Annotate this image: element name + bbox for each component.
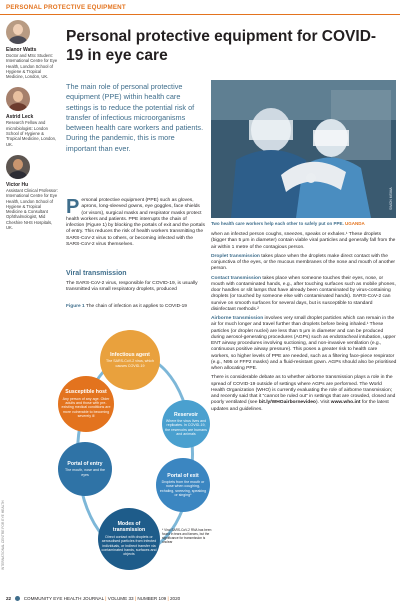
airborne-paragraph: Airborne transmission involves very small droplet particles which can remain in the air for much longer and travel further than droplets before being inhaled.¹ These particles (or droplet nuclei) are less than 5 μm in diameter and can be produced during aerosol-generating procedures (AGPs) such as endotracheal intubation, upper ENT airway procedures involving suctioning, and non-invasive ventilation (e.g., continuous positive airway pressure). This poses a greater risk to health care workers, so higher levels of PPE are needed, such as a filtering face-piece respirator (e.g., N95 or FFP2 masks) and a fluid-resistant gown. AGPs should also be prioritised when allocating PPE.: [211, 316, 397, 371]
node-portal-of-exit: Portal of exit Droplets from the mouth or nose when coughing, exhaling, sneezing, speaking or singing*: [156, 458, 210, 512]
ppe-photo-illustration: [211, 80, 396, 218]
chain-of-infection-figure: [58, 312, 212, 582]
journal-name: COMMUNITY EYE HEALTH JOURNAL: [23, 596, 105, 601]
node-susceptible-host: Susceptible host Any person of any age. Older adults and those with pre-existing medical conditions are more vulnerable to becoming severely ill: [58, 376, 114, 432]
ppe-photo: [211, 80, 396, 218]
page-number: 22: [6, 596, 12, 601]
section-header: [0, 0, 400, 16]
viral-body: The SARS-CoV-2 virus, responsible for COVID-19, is usually transmitted via small respiratory droplets, produced: [66, 281, 198, 293]
who-video-link[interactable]: bit.ly/WHOairbornevideo: [258, 400, 316, 406]
journal-number: NUMBER 109: [137, 596, 167, 601]
author-sidebar: [6, 20, 58, 238]
node-modes-of-transmission: Modes of transmission Direct contact with droplets or aerosolised particles from infected individuals, or indirect transfer via contaminated hands, surfaces and objects: [98, 508, 160, 570]
node-reservoir: Reservoir Where the virus lives and replicates. In COVID-19, the reservoirs are humans and animals: [162, 400, 210, 448]
header-rule: [0, 14, 400, 15]
journal-year: 2020: [169, 596, 181, 601]
intro-paragraph: [66, 198, 206, 248]
article-lede: The main role of personal protective equipment (PPE) within health care settings is to reduce the potential risk of transfer of infectious microorganisms between health care workers and patients. During the pandemic, this is more important than ever.: [66, 82, 204, 153]
author-name: Elanor Watts: [6, 47, 37, 53]
author-role: Research Fellow and microbiologist: London School of Hygiene & Tropical Medicine, London, UK.: [6, 120, 57, 147]
debate-paragraph: There is considerable debate as to whether airborne transmission plays a role in the spread of COVID-19 outside of settings where AGPs are performed. The World Health Organization (WHO) is currently evaluating the role of airborne transmission; and recently said that it “cannot be ruled out” in settings that are crowded, closed and poorly ventilated (see bit.ly/WHOairbornevideo). Visit www.who.int for the latest updates and guidelines.: [211, 375, 396, 412]
photo-credit: UGANDA: [344, 221, 365, 226]
right-column: [211, 232, 397, 416]
figure-footnote: * Viral SARS-CoV-2 RNA has been found in tears and faeces, but the significance for transmission is unclear: [162, 528, 212, 544]
author-card: [6, 155, 58, 230]
article-title: Personal protective equipment for COVID-19 in eye care: [66, 28, 377, 64]
author-photo: [6, 87, 30, 111]
author-photo: [6, 20, 30, 44]
intro-text: ersonal protective equipment (PPE) such as gloves, aprons, long-sleeved gowns, eye goggles, face shields (or visors), surgical masks and respirator masks protect health workers and patients. PPE interrupts the chain of infection (Figure 1) by blocking the portals of exit and the portals of entry. This reduces the risk of health workers transmitting the SARS-CoV-2 virus to others, or becoming infected with the SARS-CoV-2 virus themselves.: [66, 198, 205, 247]
author-photo: [6, 155, 30, 179]
author-name: Astrid Leck: [6, 114, 34, 121]
author-name: Victor Hu: [6, 181, 29, 188]
author-card: [6, 20, 58, 79]
page-footer: 22 COMMUNITY EYE HEALTH JOURNAL | VOLUME 33 | NUMBER 109 | 2020: [6, 596, 181, 601]
droplet-paragraph: Droplet transmission takes place when the droplets make direct contact with the conjunctiva of the eyes, or the mucous membranes of the nose and mouth of another person.: [211, 253, 396, 272]
figure-caption-text: The chain of infection as it applies to COVID-19: [85, 304, 187, 309]
photo-caption-text: Two health care workers help each other to safely put on PPE.: [211, 221, 344, 226]
who-site-link[interactable]: www.who.int: [330, 400, 361, 406]
photo-credit-vertical: SIMON MSIMA: [389, 187, 393, 210]
author-role: Assistant Clinical Professor: International Centre for Eye Health, London School of Hygiene & Tropical Medicine & Consultant Ophthalmologist, Mid Cheshire NHS Hospitals, UK.: [6, 187, 58, 231]
droplet-intro: when an infected person coughs, sneezes, speaks or exhales.¹ These droplets (bigger than 5 μm in diameter) contain viable viral particles and generally fall from the air within 1 metre of the contagious person.: [211, 232, 396, 250]
contact-paragraph: Contact transmission takes place when someone touches their eyes, nose, or mouth with contaminated hands, e.g., after touching surfaces such as mobile phones, door handles or slit lamps that have already been contaminated by virus-containing droplets (or touched by someone else with contaminated hands). SARS-CoV-2 can survive on smooth surfaces for several days, but is susceptible to standard disinfectant methods.²: [211, 275, 396, 312]
section-label: PERSONAL PROTECTIVE EQUIPMENT: [6, 4, 126, 11]
node-infectious-agent: Infectious agent The SARS-CoV-2 virus, which causes COVID-19: [100, 330, 160, 390]
figure-number: Figure 1: [66, 304, 85, 309]
node-portal-of-entry: Portal of entry The mouth, nose and the eyes: [58, 442, 112, 496]
journal-logo-icon: [15, 596, 20, 601]
figure-caption: [66, 304, 206, 309]
author-card: [6, 87, 58, 146]
author-role: Doctor and MSc Student: International Centre for Eye Health, London School of Hygiene & Tropical Medicine, London, UK.: [6, 53, 58, 80]
drop-cap: P: [66, 196, 80, 218]
journal-volume: VOLUME 33: [107, 596, 134, 601]
side-credit: INTERNATIONAL CENTRE FOR EYE HEALTH: [1, 500, 5, 570]
photo-caption: [211, 221, 396, 226]
section-heading: Viral transmission: [66, 270, 127, 277]
